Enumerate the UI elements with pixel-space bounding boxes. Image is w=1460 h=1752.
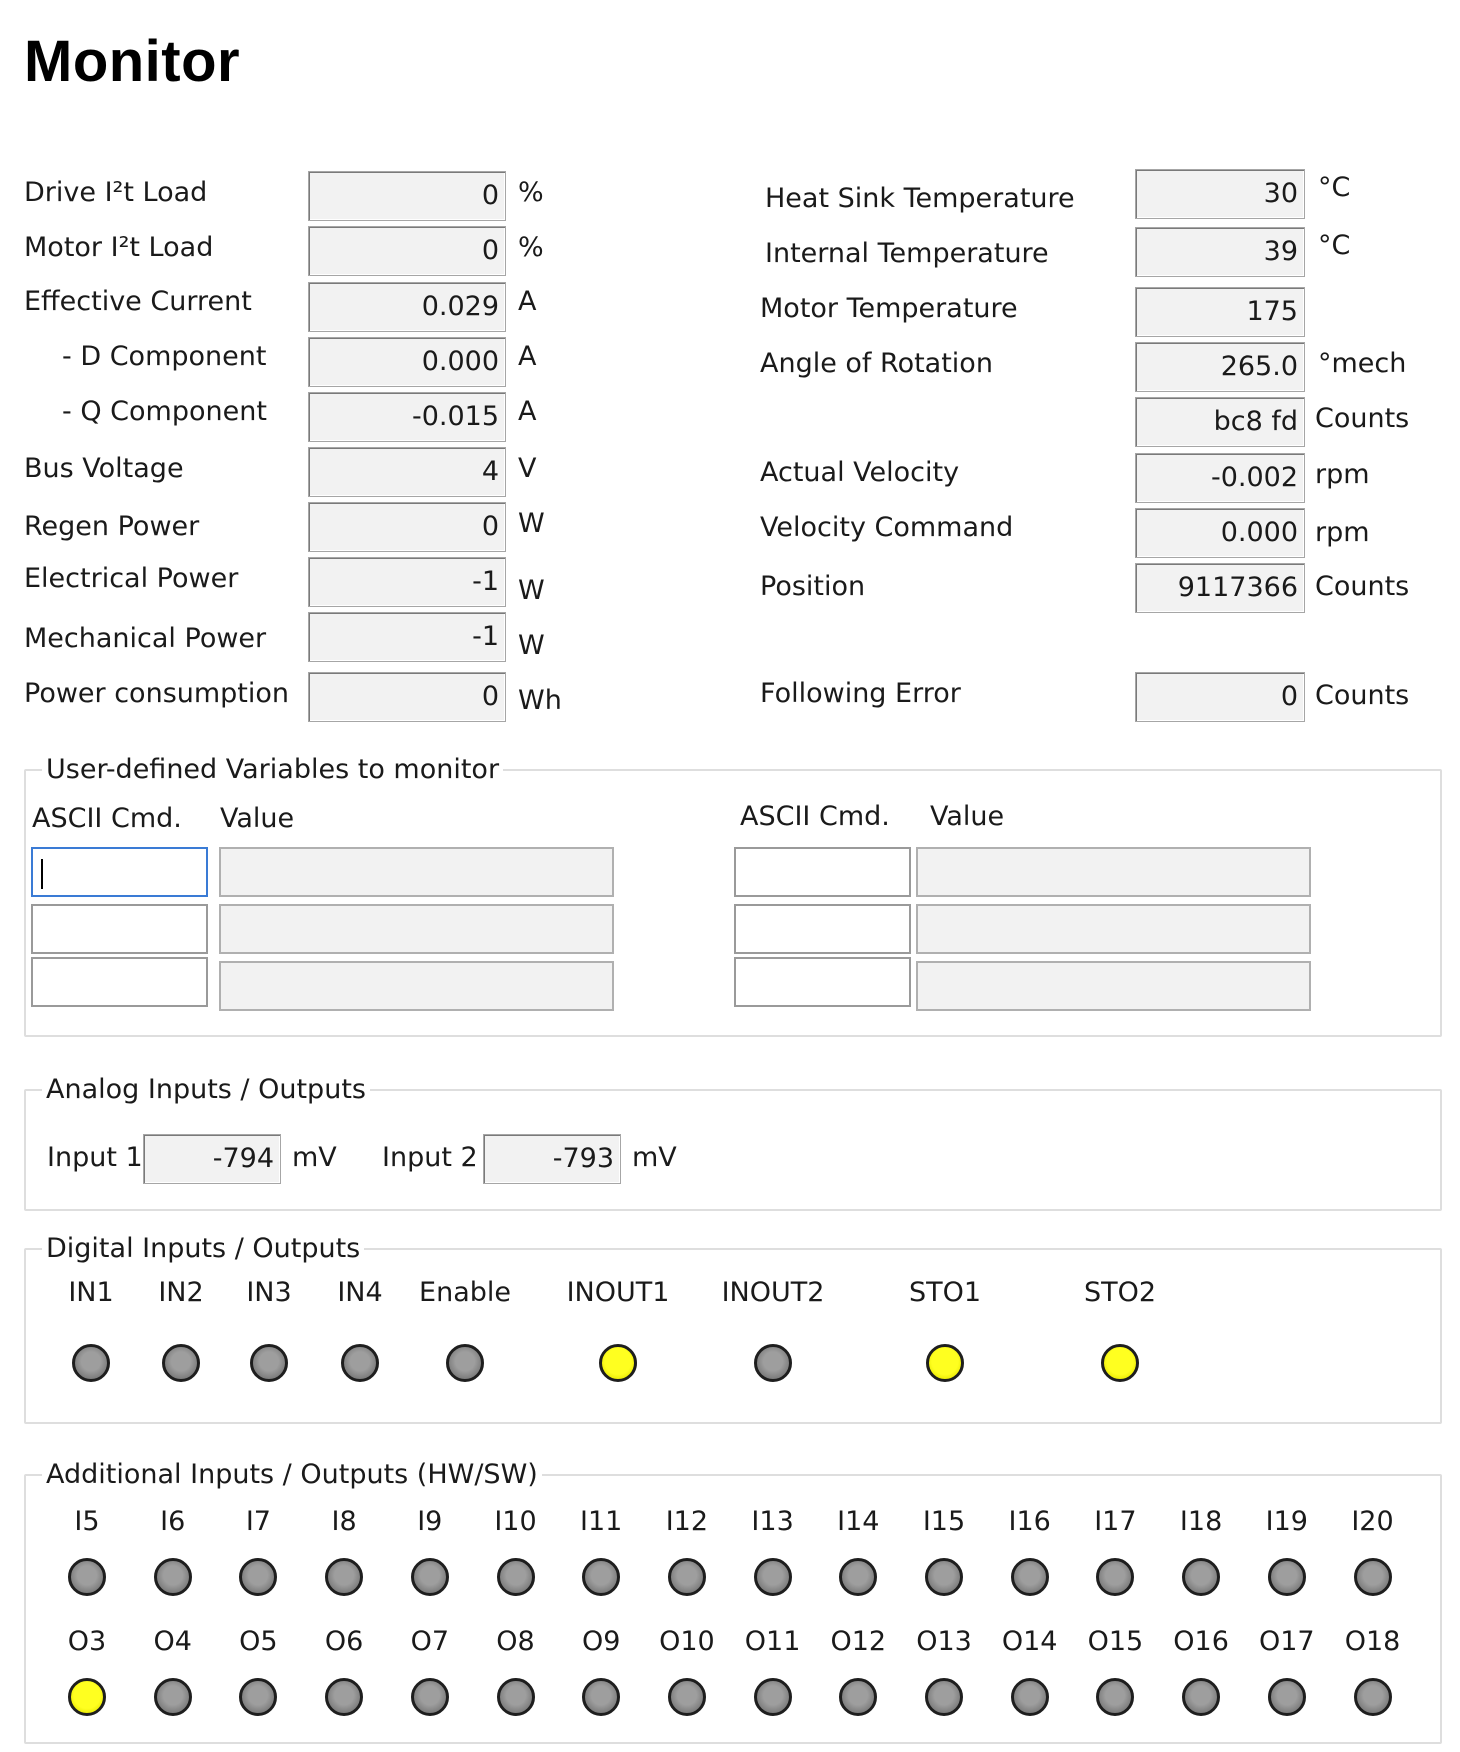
- digital-in3-indicator-icon: [250, 1344, 288, 1382]
- heat-sink-temperature-label: Heat Sink Temperature: [765, 183, 1075, 214]
- digital-in1-label: IN1: [68, 1277, 114, 1308]
- effective-current-label: Effective Current: [24, 286, 252, 317]
- power-consumption-label: Power consumption: [24, 678, 290, 709]
- input-i6-indicator-icon: [154, 1558, 192, 1596]
- user-var-cmd-input[interactable]: [31, 904, 208, 954]
- input-i10-indicator-icon: [497, 1558, 535, 1596]
- output-o8-indicator-icon: [497, 1678, 535, 1716]
- following-error-label: Following Error: [760, 678, 961, 709]
- heat-sink-temperature-value: 30: [1135, 169, 1305, 219]
- user-vars-value-header-left: Value: [220, 803, 295, 834]
- user-var-cmd-input[interactable]: [31, 847, 208, 897]
- output-o16-label: O16: [1173, 1626, 1229, 1657]
- user-var-cmd-input[interactable]: [734, 904, 911, 954]
- electrical-power-unit: W: [518, 575, 545, 606]
- drive-i2t-load-unit: %: [518, 177, 544, 208]
- digital-inout2-label: INOUT2: [721, 1277, 825, 1308]
- user-var-value-box: [219, 847, 614, 897]
- user-vars-cmd-header-left: ASCII Cmd.: [32, 803, 182, 834]
- input-i10-label: I10: [494, 1506, 537, 1537]
- angle-of-rotation-unit: °mech: [1318, 348, 1407, 379]
- input-i18-label: I18: [1179, 1506, 1223, 1537]
- q-component-value: -0.015: [308, 392, 506, 442]
- user-var-value-box: [916, 847, 1311, 897]
- electrical-power-label: Electrical Power: [24, 563, 239, 594]
- input-i13-indicator-icon: [754, 1558, 792, 1596]
- internal-temperature-label: Internal Temperature: [765, 238, 1049, 269]
- user-var-value-box: [219, 904, 614, 954]
- actual-velocity-value: -0.002: [1135, 453, 1305, 503]
- digital-inout1-indicator-icon: [599, 1344, 637, 1382]
- regen-power-value: 0: [308, 502, 506, 552]
- digital-sto1-label: STO1: [908, 1277, 982, 1308]
- motor-i2t-load-unit: %: [518, 232, 544, 263]
- analog-input2-label: Input 2: [382, 1142, 478, 1173]
- output-o5-label: O5: [239, 1626, 278, 1657]
- analog-input1-label: Input 1: [47, 1142, 143, 1173]
- user-var-value-box: [219, 961, 614, 1011]
- input-i15-label: I15: [922, 1506, 966, 1537]
- output-o6-indicator-icon: [325, 1678, 363, 1716]
- digital-sto1-indicator-icon: [926, 1344, 964, 1382]
- regen-power-unit: W: [518, 508, 545, 539]
- position-unit: Counts: [1315, 571, 1410, 602]
- velocity-command-value: 0.000: [1135, 508, 1305, 558]
- digital-in2-label: IN2: [158, 1277, 204, 1308]
- digital-enable-indicator-icon: [446, 1344, 484, 1382]
- input-i11-indicator-icon: [582, 1558, 620, 1596]
- output-o9-indicator-icon: [582, 1678, 620, 1716]
- output-o7-indicator-icon: [411, 1678, 449, 1716]
- actual-velocity-unit: rpm: [1315, 459, 1370, 490]
- angle-of-rotation-label: Angle of Rotation: [760, 348, 993, 379]
- q-component-label: - Q Component: [62, 396, 267, 427]
- input-i20-label: I20: [1351, 1506, 1394, 1537]
- d-component-value: 0.000: [308, 337, 506, 387]
- input-i8-label: I8: [331, 1506, 357, 1537]
- input-i7-label: I7: [245, 1506, 271, 1537]
- motor-temperature-value: 175: [1135, 287, 1305, 337]
- user-vars-title: User-defined Variables to monitor: [42, 754, 503, 786]
- input-i15-indicator-icon: [925, 1558, 963, 1596]
- output-o16-indicator-icon: [1182, 1678, 1220, 1716]
- user-vars-cmd-header-right: ASCII Cmd.: [740, 801, 890, 832]
- mechanical-power-value: -1: [308, 612, 506, 662]
- input-i6-label: I6: [160, 1506, 186, 1537]
- output-o15-label: O15: [1087, 1626, 1144, 1657]
- position-value: 9117366: [1135, 563, 1305, 613]
- digital-inout1-label: INOUT1: [566, 1277, 670, 1308]
- input-i19-indicator-icon: [1268, 1558, 1306, 1596]
- motor-i2t-load-value: 0: [308, 226, 506, 276]
- output-o14-indicator-icon: [1011, 1678, 1049, 1716]
- input-i12-indicator-icon: [668, 1558, 706, 1596]
- regen-power-label: Regen Power: [24, 511, 200, 542]
- input-i17-label: I17: [1094, 1506, 1137, 1537]
- bus-voltage-label: Bus Voltage: [24, 453, 184, 484]
- additional-title: Additional Inputs / Outputs (HW/SW): [42, 1459, 542, 1491]
- motor-i2t-load-label: Motor I²t Load: [24, 232, 214, 263]
- effective-current-unit: A: [518, 286, 537, 317]
- user-var-cmd-input[interactable]: [734, 847, 911, 897]
- effective-current-value: 0.029: [308, 282, 506, 332]
- output-o4-indicator-icon: [154, 1678, 192, 1716]
- velocity-command-label: Velocity Command: [760, 512, 1014, 543]
- angle-counts-value: bc8 fd: [1135, 397, 1305, 447]
- output-o13-label: O13: [916, 1626, 972, 1657]
- digital-sto2-label: STO2: [1083, 1277, 1157, 1308]
- bus-voltage-value: 4: [308, 447, 506, 497]
- user-var-value-box: [916, 904, 1311, 954]
- page-title: Monitor: [24, 29, 241, 94]
- mechanical-power-unit: W: [518, 630, 545, 661]
- input-i16-label: I16: [1008, 1506, 1051, 1537]
- output-o8-label: O8: [496, 1626, 535, 1657]
- following-error-value: 0: [1135, 672, 1305, 722]
- input-i13-label: I13: [751, 1506, 794, 1537]
- input-i20-indicator-icon: [1354, 1558, 1392, 1596]
- power-consumption-value: 0: [308, 672, 506, 722]
- input-i5-label: I5: [74, 1506, 100, 1537]
- digital-enable-label: Enable: [419, 1277, 511, 1308]
- d-component-label: - D Component: [62, 341, 267, 372]
- input-i11-label: I11: [580, 1506, 623, 1537]
- output-o14-label: O14: [1001, 1626, 1058, 1657]
- input-i12-label: I12: [665, 1506, 709, 1537]
- angle-counts-unit: Counts: [1315, 403, 1410, 434]
- output-o11-indicator-icon: [754, 1678, 792, 1716]
- internal-temperature-value: 39: [1135, 227, 1305, 277]
- electrical-power-value: -1: [308, 557, 506, 607]
- user-var-cmd-input[interactable]: [31, 957, 208, 1007]
- output-o9-label: O9: [581, 1626, 621, 1657]
- q-component-unit: A: [518, 396, 537, 427]
- actual-velocity-label: Actual Velocity: [760, 457, 960, 488]
- output-o3-indicator-icon: [68, 1678, 106, 1716]
- digital-in1-indicator-icon: [72, 1344, 110, 1382]
- power-consumption-unit: Wh: [518, 685, 562, 716]
- motor-temperature-label: Motor Temperature: [760, 293, 1018, 324]
- position-label: Position: [760, 571, 866, 602]
- text-caret: [41, 859, 43, 889]
- digital-in4-indicator-icon: [341, 1344, 379, 1382]
- output-o4-label: O4: [153, 1626, 192, 1657]
- output-o7-label: O7: [410, 1626, 450, 1657]
- heat-sink-temperature-unit: °C: [1318, 172, 1351, 203]
- output-o13-indicator-icon: [925, 1678, 963, 1716]
- input-i16-indicator-icon: [1011, 1558, 1049, 1596]
- analog-input1-unit: mV: [292, 1142, 337, 1173]
- output-o6-label: O6: [324, 1626, 364, 1657]
- bus-voltage-unit: V: [518, 453, 537, 484]
- analog-input2-value: -793: [483, 1134, 621, 1184]
- output-o10-indicator-icon: [668, 1678, 706, 1716]
- digital-in2-indicator-icon: [162, 1344, 200, 1382]
- output-o11-label: O11: [744, 1626, 801, 1657]
- d-component-unit: A: [518, 341, 537, 372]
- output-o18-label: O18: [1344, 1626, 1401, 1657]
- digital-inout2-indicator-icon: [754, 1344, 792, 1382]
- input-i14-label: I14: [837, 1506, 880, 1537]
- input-i19-label: I19: [1265, 1506, 1308, 1537]
- digital-in4-label: IN4: [337, 1277, 383, 1308]
- output-o18-indicator-icon: [1354, 1678, 1392, 1716]
- analog-input1-value: -794: [143, 1134, 281, 1184]
- input-i9-label: I9: [417, 1506, 443, 1537]
- mechanical-power-label: Mechanical Power: [24, 623, 267, 654]
- output-o12-label: O12: [830, 1626, 887, 1657]
- output-o10-label: O10: [659, 1626, 715, 1657]
- user-vars-value-header-right: Value: [930, 801, 1005, 832]
- input-i18-indicator-icon: [1182, 1558, 1220, 1596]
- following-error-unit: Counts: [1315, 680, 1410, 711]
- analog-title: Analog Inputs / Outputs: [42, 1074, 370, 1106]
- input-i9-indicator-icon: [411, 1558, 449, 1596]
- digital-in3-label: IN3: [246, 1277, 292, 1308]
- drive-i2t-load-value: 0: [308, 171, 506, 221]
- input-i8-indicator-icon: [325, 1558, 363, 1596]
- user-var-value-box: [916, 961, 1311, 1011]
- digital-title: Digital Inputs / Outputs: [42, 1233, 364, 1265]
- drive-i2t-load-label: Drive I²t Load: [24, 177, 208, 208]
- digital-group: [24, 1248, 1442, 1424]
- output-o17-label: O17: [1258, 1626, 1315, 1657]
- digital-sto2-indicator-icon: [1101, 1344, 1139, 1382]
- input-i5-indicator-icon: [68, 1558, 106, 1596]
- output-o3-label: O3: [67, 1626, 107, 1657]
- internal-temperature-unit: °C: [1318, 230, 1351, 261]
- output-o17-indicator-icon: [1268, 1678, 1306, 1716]
- angle-of-rotation-value: 265.0: [1135, 342, 1305, 392]
- user-var-cmd-input[interactable]: [734, 957, 911, 1007]
- analog-input2-unit: mV: [632, 1142, 677, 1173]
- velocity-command-unit: rpm: [1315, 517, 1370, 548]
